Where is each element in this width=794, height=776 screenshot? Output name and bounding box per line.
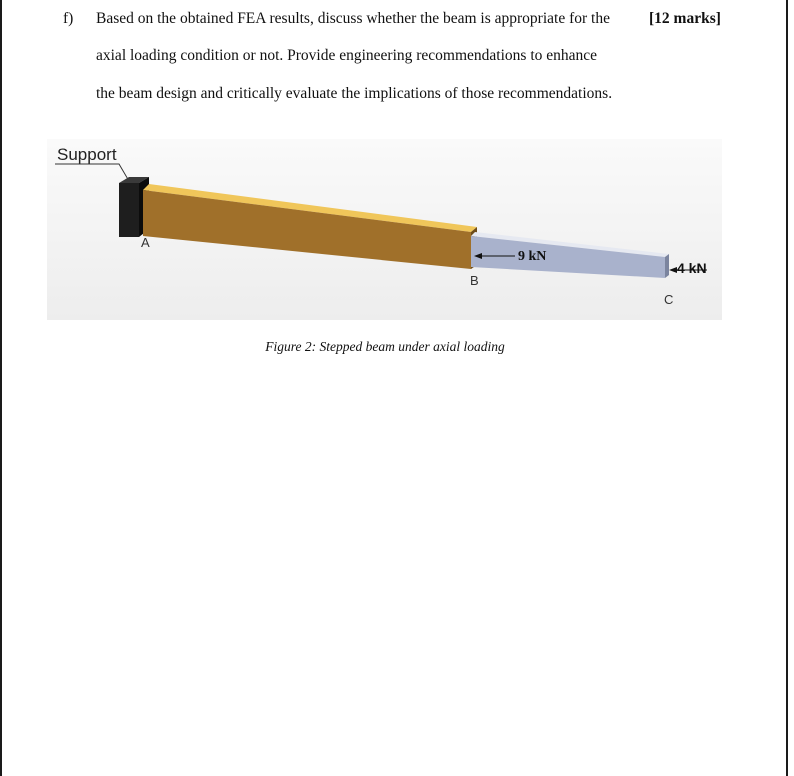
point-c-label: C: [664, 292, 674, 307]
beam-diagram: [47, 139, 722, 320]
thin-segment-end-face: [665, 254, 669, 278]
point-a-label: A: [141, 235, 150, 250]
page-left-border: [0, 0, 2, 776]
load-4kn-label: 4 kN: [677, 260, 707, 276]
question-number: f): [63, 10, 74, 27]
support-block: [119, 183, 139, 237]
figure-caption: Figure 2: Stepped beam under axial loading: [265, 339, 505, 354]
question-text-line-1: Based on the obtained FEA results, discuss whether the beam is appropriate for the: [96, 10, 610, 27]
question-text-line-3: the beam design and critically evaluate the implications of those recommendations.: [96, 85, 613, 102]
question-marks: [12 marks]: [649, 10, 721, 27]
beam-figure: [47, 139, 722, 320]
page-right-border: [786, 0, 788, 776]
question-text-line-2: axial loading condition or not. Provide engineering recommendations to enhance: [96, 47, 598, 64]
point-b-label: B: [470, 273, 479, 288]
load-9kn-label: 9 kN: [518, 249, 547, 264]
support-label: Support: [57, 145, 117, 164]
